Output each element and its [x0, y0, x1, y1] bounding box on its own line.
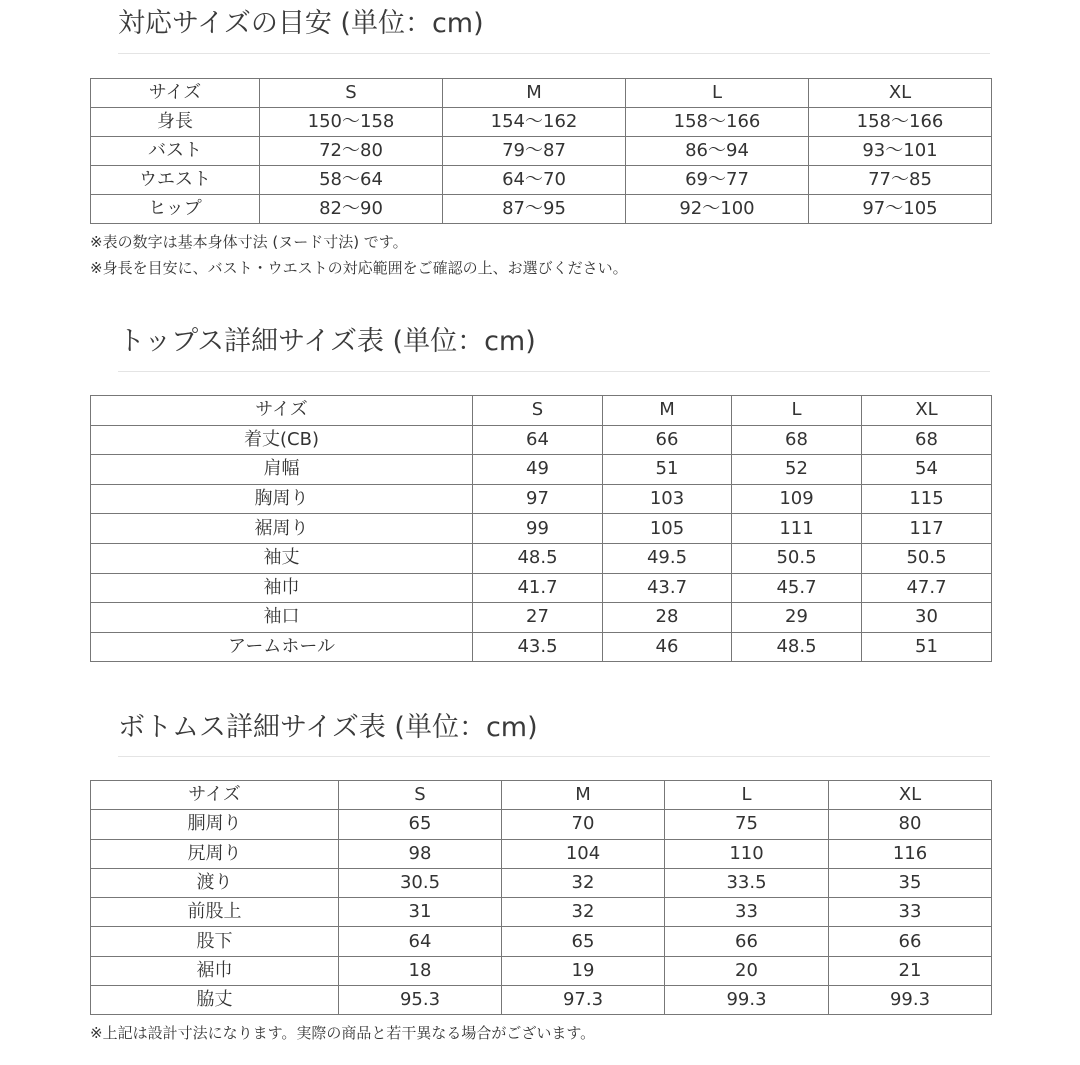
value-cell: 99.3: [665, 986, 829, 1015]
value-cell: 43.7: [603, 573, 732, 603]
value-cell: 43.5: [473, 632, 603, 662]
value-cell: 103: [603, 484, 732, 514]
header-cell: サイズ: [91, 781, 339, 810]
value-cell: 105: [603, 514, 732, 544]
value-cell: 97: [473, 484, 603, 514]
value-cell: 54: [862, 455, 992, 485]
value-cell: 32: [502, 898, 665, 927]
header-cell: L: [665, 781, 829, 810]
value-cell: 51: [603, 455, 732, 485]
row-label-cell: 胸周り: [91, 484, 473, 514]
value-cell: 116: [829, 839, 992, 868]
value-cell: 93～101: [809, 137, 992, 166]
value-cell: 33: [665, 898, 829, 927]
value-cell: 50.5: [732, 543, 862, 573]
value-cell: 64: [339, 927, 502, 956]
value-cell: 82～90: [260, 195, 443, 224]
row-label-cell: 渡り: [91, 868, 339, 897]
row-label-cell: バスト: [91, 137, 260, 166]
table-row: [91, 195, 992, 224]
value-cell: 49.5: [603, 543, 732, 573]
row-label-cell: 身長: [91, 108, 260, 137]
header-cell: M: [603, 396, 732, 426]
note-check-range: ※身長を目安に、バスト・ウエストの対応範囲をご確認の上、お選びください。: [90, 259, 628, 277]
value-cell: 31: [339, 898, 502, 927]
value-cell: 99.3: [829, 986, 992, 1015]
value-cell: 68: [862, 425, 992, 455]
value-cell: 79～87: [443, 137, 626, 166]
value-cell: 33: [829, 898, 992, 927]
table-row: [91, 455, 992, 485]
section-divider: [118, 756, 990, 757]
value-cell: 46: [603, 632, 732, 662]
section-divider: [118, 371, 990, 372]
value-cell: 28: [603, 603, 732, 633]
header-cell: XL: [809, 79, 992, 108]
value-cell: 98: [339, 839, 502, 868]
header-cell: S: [260, 79, 443, 108]
note-nude-size: ※表の数字は基本身体寸法 (ヌード寸法) です。: [90, 233, 408, 251]
value-cell: 92～100: [626, 195, 809, 224]
value-cell: 65: [502, 927, 665, 956]
value-cell: 58～64: [260, 166, 443, 195]
value-cell: 50.5: [862, 543, 992, 573]
value-cell: 48.5: [473, 543, 603, 573]
table-row: [91, 425, 992, 455]
section-title-bottoms: ボトムス詳細サイズ表 (単位：cm): [118, 712, 538, 743]
section-title-tops: トップス詳細サイズ表 (単位：cm): [118, 326, 536, 357]
value-cell: 70: [502, 810, 665, 839]
value-cell: 51: [862, 632, 992, 662]
value-cell: 32: [502, 868, 665, 897]
row-label-cell: 袖丈: [91, 543, 473, 573]
value-cell: 66: [829, 927, 992, 956]
value-cell: 41.7: [473, 573, 603, 603]
table-header-row: [91, 79, 992, 108]
table-row: [91, 986, 992, 1015]
table-row: [91, 573, 992, 603]
value-cell: 21: [829, 956, 992, 985]
value-cell: 35: [829, 868, 992, 897]
value-cell: 45.7: [732, 573, 862, 603]
row-label-cell: 袖口: [91, 603, 473, 633]
value-cell: 104: [502, 839, 665, 868]
section-divider: [118, 53, 990, 54]
table-row: [91, 898, 992, 927]
header-cell: XL: [862, 396, 992, 426]
value-cell: 158～166: [809, 108, 992, 137]
row-label-cell: 胴周り: [91, 810, 339, 839]
value-cell: 158～166: [626, 108, 809, 137]
value-cell: 49: [473, 455, 603, 485]
value-cell: 150～158: [260, 108, 443, 137]
bottoms-size-table: [90, 780, 992, 1015]
value-cell: 64～70: [443, 166, 626, 195]
header-cell: L: [732, 396, 862, 426]
row-label-cell: 股下: [91, 927, 339, 956]
table-row: [91, 810, 992, 839]
value-cell: 110: [665, 839, 829, 868]
table-row: [91, 839, 992, 868]
value-cell: 18: [339, 956, 502, 985]
value-cell: 111: [732, 514, 862, 544]
table-row: [91, 868, 992, 897]
header-cell: M: [502, 781, 665, 810]
value-cell: 30: [862, 603, 992, 633]
value-cell: 29: [732, 603, 862, 633]
header-cell: S: [339, 781, 502, 810]
table-header-row: [91, 781, 992, 810]
header-cell: サイズ: [91, 79, 260, 108]
row-label-cell: 尻周り: [91, 839, 339, 868]
table-header-row: [91, 396, 992, 426]
value-cell: 65: [339, 810, 502, 839]
value-cell: 86～94: [626, 137, 809, 166]
value-cell: 52: [732, 455, 862, 485]
value-cell: 68: [732, 425, 862, 455]
row-label-cell: アームホール: [91, 632, 473, 662]
value-cell: 66: [603, 425, 732, 455]
table-row: [91, 956, 992, 985]
value-cell: 77～85: [809, 166, 992, 195]
row-label-cell: 脇丈: [91, 986, 339, 1015]
tops-size-table: [90, 395, 992, 662]
value-cell: 97～105: [809, 195, 992, 224]
row-label-cell: 袖巾: [91, 573, 473, 603]
value-cell: 72～80: [260, 137, 443, 166]
table-row: [91, 137, 992, 166]
table-row: [91, 108, 992, 137]
value-cell: 48.5: [732, 632, 862, 662]
value-cell: 95.3: [339, 986, 502, 1015]
row-label-cell: 肩幅: [91, 455, 473, 485]
note-design-dimensions: ※上記は設計寸法になります。実際の商品と若干異なる場合がございます。: [90, 1024, 596, 1042]
table-row: [91, 632, 992, 662]
header-cell: L: [626, 79, 809, 108]
value-cell: 109: [732, 484, 862, 514]
value-cell: 117: [862, 514, 992, 544]
value-cell: 99: [473, 514, 603, 544]
value-cell: 66: [665, 927, 829, 956]
table-row: [91, 543, 992, 573]
row-label-cell: 裾巾: [91, 956, 339, 985]
value-cell: 30.5: [339, 868, 502, 897]
table-row: [91, 514, 992, 544]
value-cell: 33.5: [665, 868, 829, 897]
value-cell: 97.3: [502, 986, 665, 1015]
value-cell: 87～95: [443, 195, 626, 224]
table-row: [91, 603, 992, 633]
row-label-cell: 裾周り: [91, 514, 473, 544]
section-title-size-guide: 対応サイズの目安 (単位：cm): [118, 8, 484, 39]
value-cell: 75: [665, 810, 829, 839]
value-cell: 47.7: [862, 573, 992, 603]
value-cell: 27: [473, 603, 603, 633]
table-row: [91, 484, 992, 514]
value-cell: 64: [473, 425, 603, 455]
size-guide-table: [90, 78, 992, 224]
value-cell: 69～77: [626, 166, 809, 195]
header-cell: M: [443, 79, 626, 108]
table-row: [91, 927, 992, 956]
value-cell: 80: [829, 810, 992, 839]
row-label-cell: ヒップ: [91, 195, 260, 224]
value-cell: 115: [862, 484, 992, 514]
value-cell: 19: [502, 956, 665, 985]
value-cell: 20: [665, 956, 829, 985]
value-cell: 154～162: [443, 108, 626, 137]
row-label-cell: 前股上: [91, 898, 339, 927]
row-label-cell: 着丈(CB): [91, 425, 473, 455]
table-row: [91, 166, 992, 195]
header-cell: サイズ: [91, 396, 473, 426]
header-cell: XL: [829, 781, 992, 810]
row-label-cell: ウエスト: [91, 166, 260, 195]
header-cell: S: [473, 396, 603, 426]
